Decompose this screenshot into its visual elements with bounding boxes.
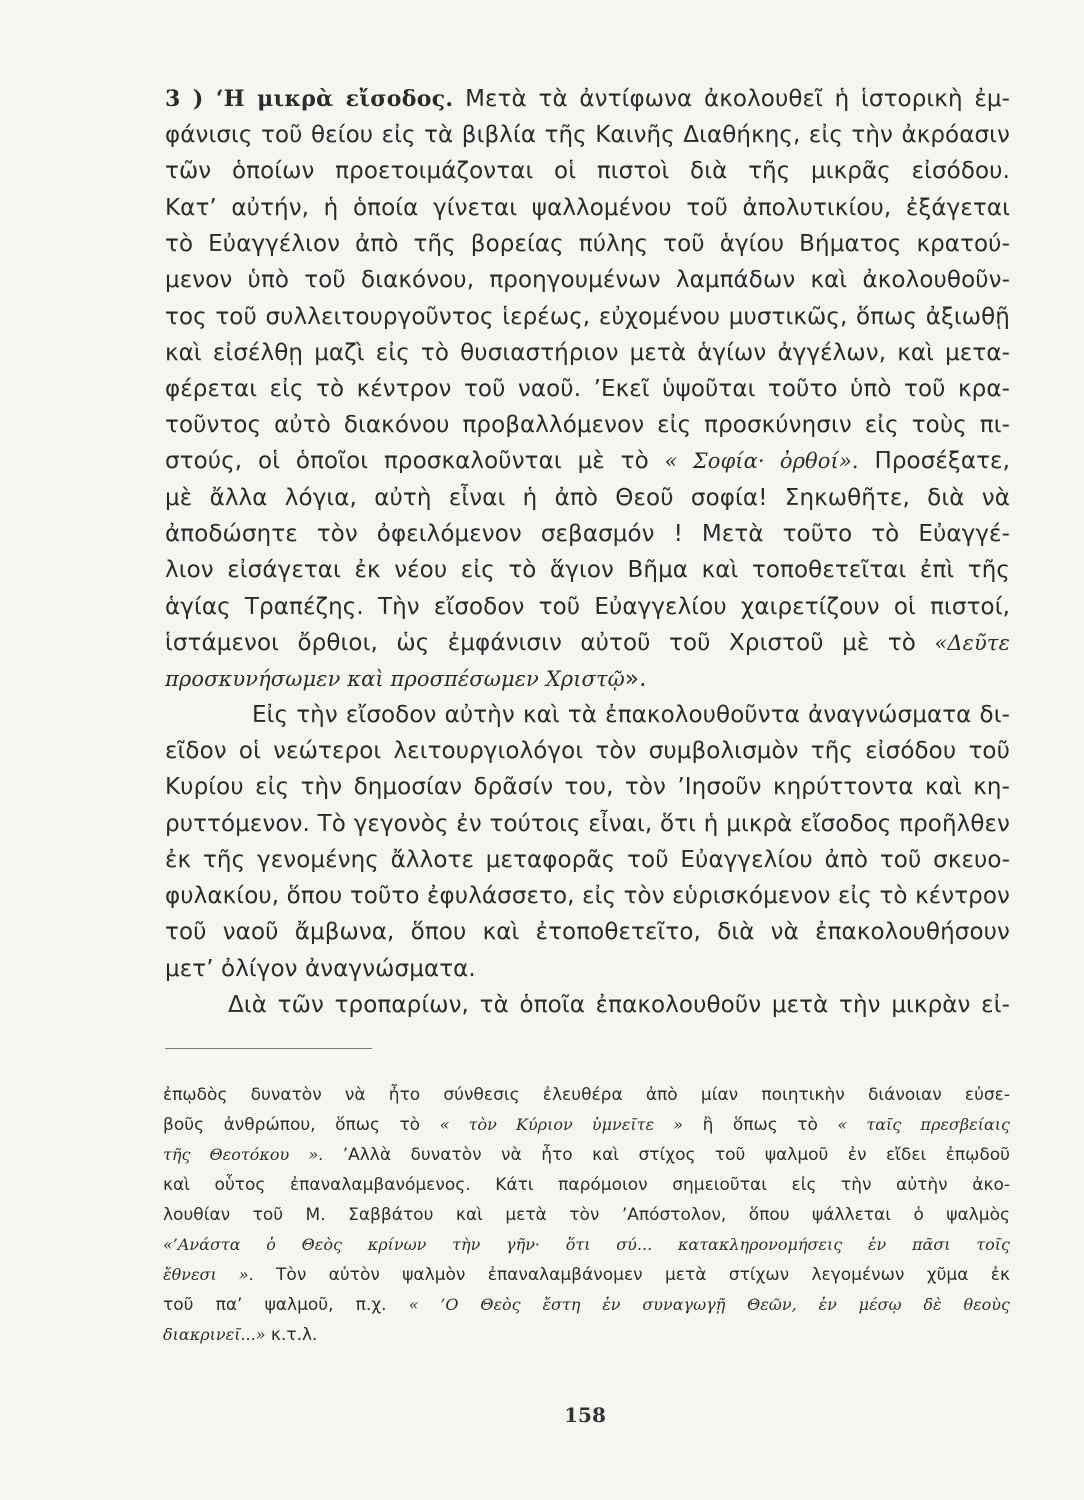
paragraph-1-line-3: τῶν ὁποίων προετοιμάζονται οἱ πιστοὶ διὰ τῆς μικρᾶς εἰσόδου. [165,158,1010,184]
footnote-line-4: καὶ οὗτος ἐπαναλαμβανόμενος. Κάτι παρόμοιον σημειοῦται εἰς τὴν αὐτὴν ἀκο- [163,1175,1010,1195]
paragraph-1-line-16: ἱστάμενοι ὄρθιοι, ὡς ἐμφάνισιν αὐτοῦ τοῦ Χριστοῦ μὲ τὸ «Δεῦτε [165,630,1010,656]
paragraph-1-line-2: φάνισις τοῦ θείου εἰς τὰ βιβλία τῆς Καινῆς Διαθήκης, εἰς τὴν ἀκρόασιν [165,122,1010,148]
quote-deute-rest: προσκυνήσωμεν καὶ προσπέσωμεν Χριστῷ [165,667,625,691]
footnote-line-6: «’Ανάστα ὁ Θεὸς κρίνων τὴν γῆν· ὅτι σύ... κατακληρονομήσεις ἐν πᾶσι τοῖς [163,1235,1010,1254]
paragraph-1-line-1: 3 ) ‘Η μικρὰ εἴσοδος. Μετὰ τὰ ἀντίφωνα ἀκολουθεῖ ἡ ἱστορικὴ ἐμ- [165,86,1011,112]
paragraph-2-line-5: ἐκ τῆς γενομένης ἄλλοτε μεταφορᾶς τοῦ Εὐαγγελίου ἀπὸ τοῦ σκευο- [165,847,1010,873]
paragraph-2-line-1: Εἰς τὴν εἴσοδον αὐτὴν καὶ τὰ ἐπακολουθοῦντα ἀναγνώσματα δι- [252,702,1010,728]
paragraph-1-line-12: μὲ ἄλλα λόγια, αὐτὴ εἶναι ἡ ἀπὸ Θεοῦ σοφία! Σηκωθῆτε, διὰ νὰ [165,485,1010,511]
paragraph-1-line-13: ἀποδώσητε τὸν ὀφειλόμενον σεβασμόν ! Μετὰ τοῦτο τὸ Εὐαγγέ- [165,521,1010,547]
page-number: 158 [564,1403,606,1427]
paragraph-1-line-17: προσκυνήσωμεν καὶ προσπέσωμεν Χριστῷ». [165,666,647,692]
quote-deute-start: «Δεῦτε [934,631,1010,655]
paragraph-2-line-8: μετ’ ὀλίγον ἀναγνώσματα. [165,956,476,982]
paragraph-1-line-15: ἁγίας Τραπέζης. Τὴν εἴσοδον τοῦ Εὐαγγελίου χαιρετίζουν οἱ πιστοί, [165,594,1010,620]
paragraph-2-line-7: τοῦ ναοῦ ἄμβωνα, ὅπου καὶ ἐτοποθετεῖτο, διὰ νὰ ἐπακολουθήσουν [165,919,1010,945]
paragraph-3-line-1: Διὰ τῶν τροπαρίων, τὰ ὁποῖα ἐπακολουθοῦν μετὰ τὴν μικρὰν εἰ- [228,992,1010,1018]
paragraph-2-line-6: φυλακίου, ὅπου τοῦτο ἐφυλάσσετο, εἰς τὸν εὑρισκόμενον εἰς τὸ κέντρον [165,883,1010,909]
paragraph-1-line-5: τὸ Εὐαγγέλιον ἀπὸ τῆς βορείας πύλης τοῦ ἁγίου Βήματος κρατού- [165,231,1010,257]
paragraph-1-line-9: φέρεται εἰς τὸ κέντρον τοῦ ναοῦ. ’Εκεῖ ὑψοῦται τοῦτο ὑπὸ τοῦ κρα- [165,376,1010,402]
paragraph-1-line-4: Κατ’ αὐτήν, ἡ ὁποία γίνεται ψαλλομένου τοῦ ἀπολυτικίου, ἐξάγεται [165,195,1010,221]
footnote-line-1: ἐπῳδὸς δυνατὸν νὰ ἦτο σύνθεσις ἐλευθέρα ἀπὸ μίαν ποιητικὴν διάνοιαν εὐσε- [163,1085,1010,1105]
footnote-line-8: τοῦ πα’ ψαλμοῦ, π.χ. « ’Ο Θεὸς ἔστη ἐν συναγωγῇ Θεῶν, ἐν μέσῳ δὲ θεοὺς [163,1295,1010,1315]
footnote-line-5: λουθίαν τοῦ Μ. Σαββάτου καὶ μετὰ τὸν ’Απόστολον, ὅπου ψάλλεται ὁ ψαλμὸς [163,1205,1010,1225]
footnote-rule [165,1048,372,1049]
quote-sophia-orthoi: « Σοφία· ὀρθοί». [664,449,859,473]
paragraph-1-line-8: καὶ εἰσέλθῃ μαζὶ εἰς τὸ θυσιαστήριον μετὰ ἁγίων ἀγγέλων, καὶ μετα- [165,340,1010,366]
paragraph-1-line-11: στούς, οἱ ὁποῖοι προσκαλοῦνται μὲ τὸ « Σοφία· ὀρθοί». Προσέξατε, [165,448,1010,474]
footnote-line-7: ἔθνεσι ». Τὸν αὐτὸν ψαλμὸν ἐπαναλαμβάνομεν μετὰ στίχων λεγομένων χῦμα ἐκ [163,1265,1011,1285]
footnote-line-3: τῆς Θεοτόκου ». ’Αλλὰ δυνατὸν νὰ ἦτο καὶ στίχος τοῦ ψαλμοῦ ἐν εἴδει ἐπῳδοῦ [163,1145,1011,1165]
paragraph-1-line-6: μενον ὑπὸ τοῦ διακόνου, προηγουμένων λαμπάδων καὶ ἀκολουθοῦν- [165,267,1010,293]
paragraph-2-line-4: ρυττόμενον. Τὸ γεγονὸς ἐν τούτοις εἶναι, ὅτι ἡ μικρὰ εἴσοδος προῆλθεν [165,811,1010,837]
paragraph-1-line-14: λιον εἰσάγεται ἐκ νέου εἰς τὸ ἅγιον Βῆμα καὶ τοποθετεῖται ἐπὶ τῆς [165,557,1010,583]
paragraph-1-line-10: τοῦντος αὐτὸ διακόνου προβαλλόμενον εἰς προσκύνησιν εἰς τοὺς πι- [165,412,1010,438]
paragraph-2-line-3: Κυρίου εἰς τὴν δημοσίαν δρᾶσίν του, τὸν ’Ιησοῦν κηρύττοντα καὶ κη- [165,774,1010,800]
section-heading: 3 ) ‘Η μικρὰ εἴσοδος. [165,86,454,112]
footnote-line-2: βοῦς ἀνθρώπου, ὅπως τὸ « τὸν Κύριον ὑμνεῖτε » ἢ ὅπως τὸ « ταῖς πρεσβείαις [163,1115,1011,1135]
paragraph-2-line-2: εῖδον οἱ νεώτεροι λειτουργιολόγοι τὸν συμβολισμὸν τῆς εἰσόδου τοῦ [165,738,1010,764]
paragraph-1-line-7: τος τοῦ συλλειτουργοῦντος ἱερέως, εὐχομένου μυστικῶς, ὅπως ἀξιωθῇ [165,304,1010,330]
footnote-line-9: διακρινεῖ...» κ.τ.λ. [163,1325,318,1345]
